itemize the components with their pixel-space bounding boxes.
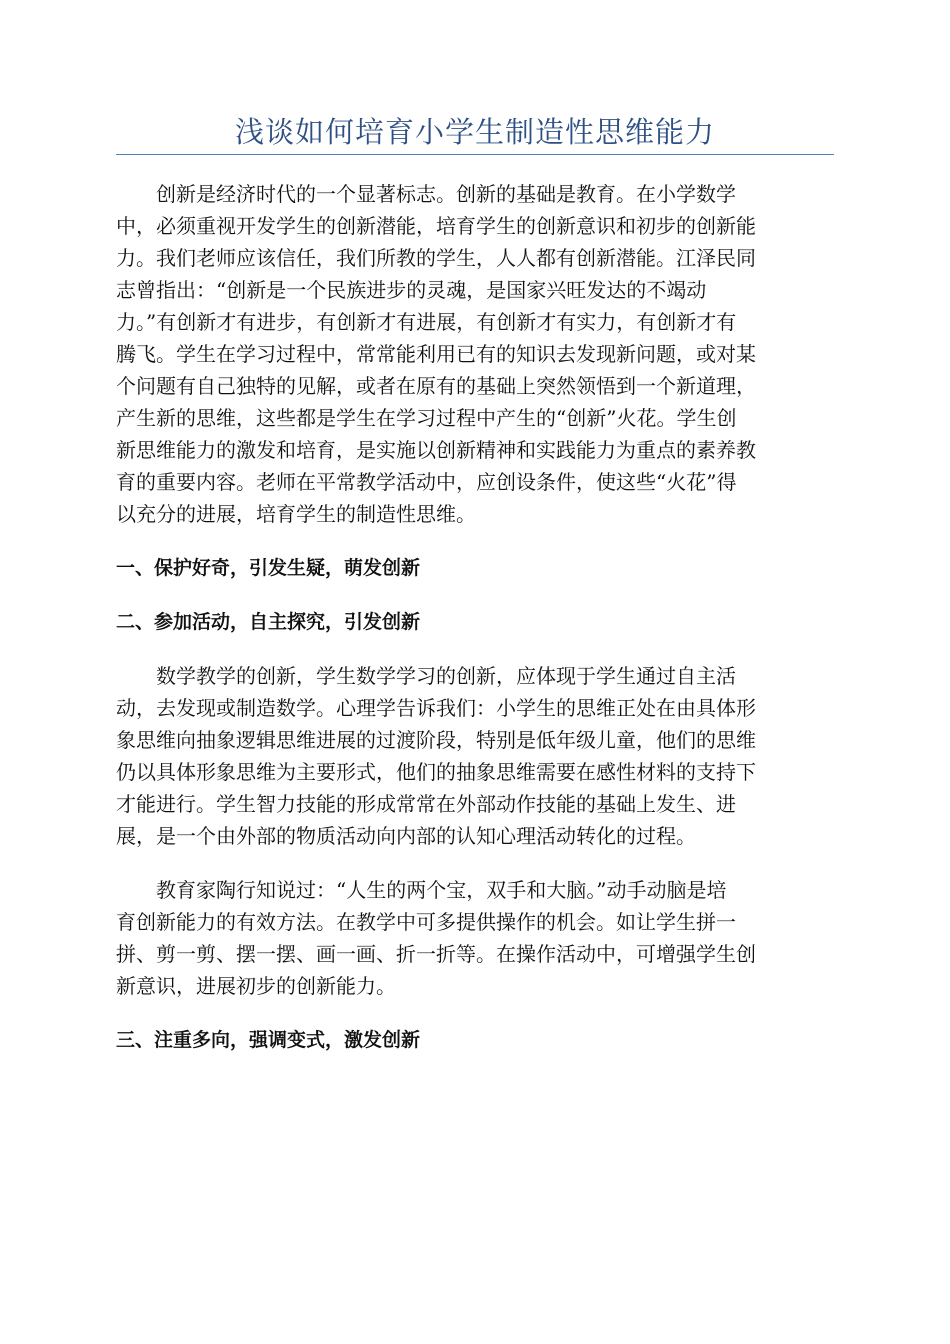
paragraph-line: 数学教学的创新，学生数学学习的创新，应体现于学生通过自主活 [156,664,736,688]
paragraph-line: 新思维能力的激发和培育，是实施以创新精神和实践能力为重点的素养教 [116,438,756,462]
paragraph-line: 以充分的进展，培育学生的制造性思维。 [116,502,476,526]
paragraph-line: 象思维向抽象逻辑思维进展的过渡阶段，特别是低年级儿童，他们的思维 [116,728,756,752]
paragraph-line: 腾飞。学生在学习过程中，常常能利用已有的知识去发现新问题，或对某 [116,342,756,366]
paragraph-line: 产生新的思维，这些都是学生在学习过程中产生的“创新”火花。学生创 [116,406,737,430]
section-heading-3: 三、注重多向，强调变式，激发创新 [116,1029,421,1051]
paragraph-line: 新意识，进展初步的创新能力。 [116,974,396,998]
paragraph-line: 动，去发现或制造数学。心理学告诉我们：小学生的思维正处在由具体形 [116,696,756,720]
paragraph-line: 个问题有自己独特的见解，或者在原有的基础上突然领悟到一个新道理， [116,374,756,398]
paragraph-line: 仍以具体形象思维为主要形式，他们的抽象思维需要在感性材料的支持下 [116,760,756,784]
title-underline [116,154,834,155]
document-body [116,178,834,1056]
paragraph-line: 力。我们老师应该信任，我们所教的学生，人人都有创新潜能。江泽民同 [116,246,756,270]
paragraph-line: 拼、剪一剪、摆一摆、画一画、折一折等。在操作活动中，可增强学生创 [116,942,756,966]
paragraph-line: 志曾指出：“创新是一个民族进步的灵魂，是国家兴旺发达的不竭动 [116,278,707,302]
page-title: 浅谈如何培育小学生制造性思维能力 [234,115,715,149]
paragraph-line: 展，是一个由外部的物质活动向内部的认知心理活动转化的过程。 [116,824,696,848]
paragraph-line: 才能进行。学生智力技能的形成常常在外部动作技能的基础上发生、进 [116,792,736,816]
paragraph-line: 育创新能力的有效方法。在教学中可多提供操作的机会。如让学生拼一 [116,910,736,934]
section-2-paragraph-1 [116,660,834,852]
intro-paragraph [116,178,834,530]
paragraph-line: 育的重要内容。老师在平常教学活动中，应创设条件，使这些“火花”得 [116,470,737,494]
section-heading-1: 一、保护好奇，引发生疑，萌发创新 [116,557,421,579]
paragraph-line: 中，必须重视开发学生的创新潜能，培育学生的创新意识和初步的创新能 [116,214,756,238]
section-2-paragraph-2 [116,874,834,1002]
paragraph-line: 创新是经济时代的一个显著标志。创新的基础是教育。在小学数学 [156,182,736,206]
paragraph-line: 力。”有创新才有进步，有创新才有进展，有创新才有实力，有创新才有 [116,310,737,334]
section-heading-2: 二、参加活动，自主探究，引发创新 [116,611,421,633]
paragraph-line: 教育家陶行知说过：“人生的两个宝，双手和大脑。”动手动脑是培 [156,878,727,902]
